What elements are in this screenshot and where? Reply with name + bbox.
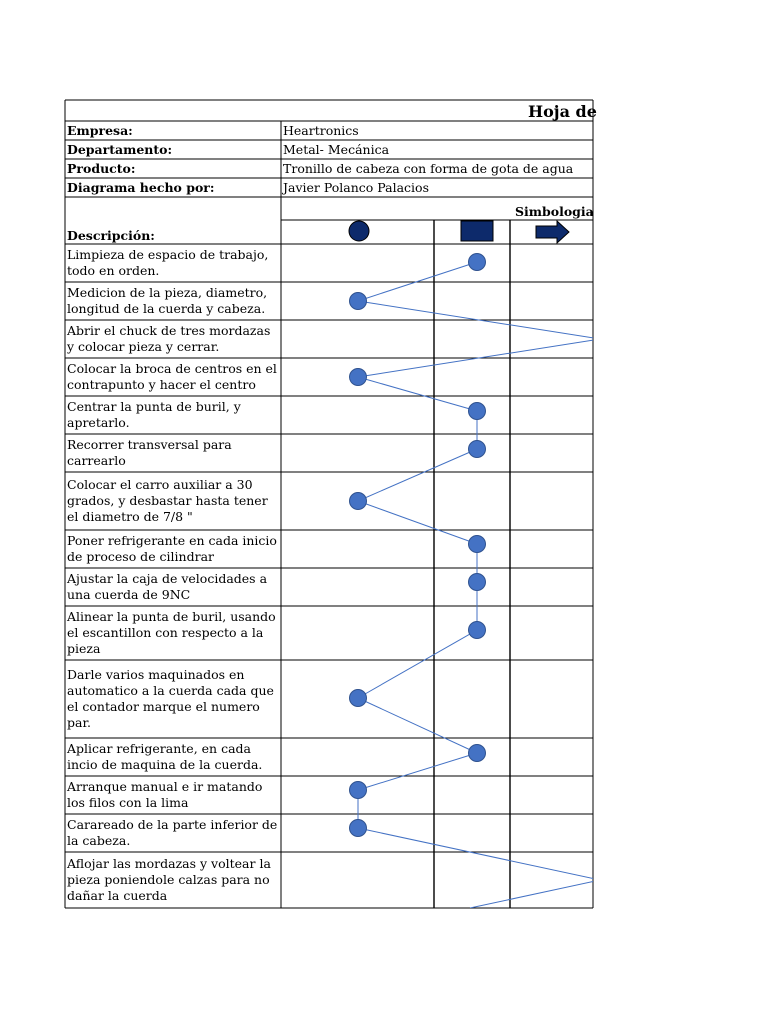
step-text: Limpieza de espacio de trabajo, todo en orden. (67, 247, 269, 278)
step-text: Abrir el chuck de tres mordazas y colocar pieza y cerrar. (67, 323, 271, 354)
step-marker-dot (469, 254, 486, 271)
header-label: Departamento: (67, 142, 173, 157)
header-value: Javier Polanco Palacios (283, 180, 429, 195)
step-description (65, 434, 281, 472)
step-description (65, 358, 281, 396)
step-marker-dot (469, 574, 486, 591)
step-description (65, 776, 281, 814)
flow-connector (358, 753, 477, 790)
step-text: Arranque manual e ir matando los filos con la lima (67, 779, 263, 810)
step-description (65, 738, 281, 776)
flow-connector (358, 630, 477, 698)
step-description (65, 244, 281, 282)
header-label: Diagrama hecho por: (67, 180, 215, 195)
header-value: Heartronics (283, 123, 359, 138)
operation-circle-icon (349, 221, 369, 241)
step-description (65, 320, 281, 358)
step-marker-dot (350, 782, 367, 799)
step-text: Poner refrigerante en cada inicio de proceso de cilindrar (67, 533, 277, 564)
step-marker-dot (350, 293, 367, 310)
step-marker-dot (469, 745, 486, 762)
header-label: Empresa: (67, 123, 133, 138)
step-marker-dot (350, 493, 367, 510)
step-marker-dot (469, 441, 486, 458)
flow-connector (358, 698, 477, 753)
description-header: Descripción: (67, 228, 155, 243)
step-marker-dot (350, 820, 367, 837)
step-marker-dot (350, 369, 367, 386)
step-text: Aflojar las mordazas y voltear la pieza poniendole calzas para no dañar la cuerda (67, 856, 271, 903)
step-text: Ajustar la caja de velocidades a una cuerda de 9NC (67, 571, 268, 602)
step-description (65, 396, 281, 434)
step-description (65, 282, 281, 320)
sheet-title: Hoja de (528, 102, 597, 121)
step-marker-dot (469, 536, 486, 553)
step-text: Centrar la punta de buril, y apretarlo. (67, 399, 241, 430)
step-description (65, 472, 281, 530)
step-text: Carareado de la parte inferior de la cabeza. (67, 817, 278, 848)
transport-arrow-icon (536, 221, 569, 243)
step-text: Colocar el carro auxiliar a 30 grados, y desbastar hasta tener el diametro de 7/8 " (67, 477, 268, 524)
flow-connector (358, 449, 477, 501)
flow-connector (358, 828, 600, 880)
step-marker-dot (469, 403, 486, 420)
header-value: Tronillo de cabeza con forma de gota de agua (283, 161, 574, 176)
flow-connector (358, 501, 477, 544)
step-description (65, 530, 281, 568)
step-description (65, 814, 281, 852)
step-description (65, 606, 281, 660)
header-label: Producto: (67, 161, 136, 176)
step-description (65, 568, 281, 606)
header-value: Metal- Mecánica (283, 142, 390, 157)
inspection-square-icon (461, 221, 493, 241)
step-text: Colocar la broca de centros en el contrapunto y hacer el centro (67, 361, 277, 392)
step-text: Medicion de la pieza, diametro, longitud de la cuerda y cabeza. (67, 285, 268, 316)
flow-connector (470, 880, 600, 908)
step-text: Aplicar refrigerante, en cada incio de maquina de la cuerda. (67, 741, 263, 772)
step-marker-dot (350, 690, 367, 707)
step-text: Darle varios maquinados en automatico a la cuerda cada que el contador marque el numero par. (67, 667, 274, 730)
step-marker-dot (469, 622, 486, 639)
step-description (65, 660, 281, 738)
simbologia-label: Simbologia (515, 204, 594, 219)
flow-connector (358, 377, 477, 411)
step-description (65, 852, 281, 908)
step-text: Alinear la punta de buril, usando el escantillon con respecto a la pieza (67, 609, 276, 656)
step-text: Recorrer transversal para carrearlo (67, 437, 232, 468)
